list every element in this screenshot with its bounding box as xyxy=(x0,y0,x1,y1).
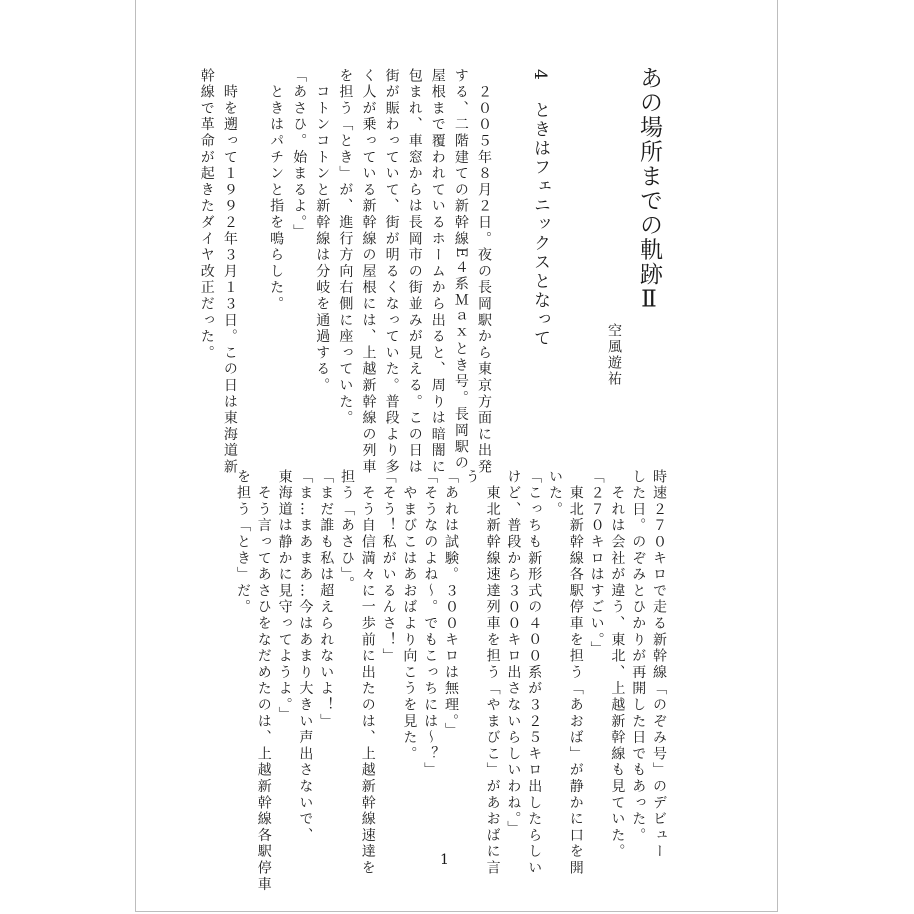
body-line: を担う「とき」だ。 xyxy=(235,469,251,616)
body-line: う xyxy=(463,469,480,486)
chapter-heading: 4 ときはフェニックスとなって xyxy=(530,69,550,348)
body-line: 「あれは試験。３００キロは無理。」 xyxy=(443,469,459,740)
body-line: 「まだ誰も私は超えられないよ！」 xyxy=(318,469,335,730)
body-line: く人が乗っている新幹線の屋根には、上越新幹線の列車 xyxy=(360,68,377,476)
body-line: 時を遡って１９９２年３月１３日。この日は東海道新 xyxy=(221,68,238,476)
body-line: 「そう！私がいるんさ！」 xyxy=(380,469,397,665)
body-line: ときはパチンと指を鳴らした。 xyxy=(268,68,285,313)
body-line: 東海道は静かに見守ってようよ。」 xyxy=(276,469,293,723)
body-line: 幹線で革命が起きたダイヤ改正だった。 xyxy=(198,68,215,362)
body-line: ２００５年８月２日。夜の長岡駅から東京方面に出発 xyxy=(476,68,492,476)
page-number: 1 xyxy=(440,852,449,868)
body-line: 「そうなのよね～。でもこっちには～？」 xyxy=(422,469,439,779)
body-line: 「２７０キロはすごい。」 xyxy=(588,469,605,658)
author-name: 空風遊祐 xyxy=(606,323,622,387)
body-line: いた。 xyxy=(547,469,563,518)
body-line: 東北新幹線速達列車を担う「やまびこ」があおばに言 xyxy=(484,469,501,877)
body-line: 東北新幹線各駅停車を担う「あおば」が静かに口を開 xyxy=(567,469,584,877)
body-line: 「ま…まあまあ…今はあまり大きい声出さないで、 xyxy=(297,469,314,844)
body-line: コトンコトンと新幹線は分岐を通過する。 xyxy=(314,68,331,394)
page-title: あの場所までの軌跡Ⅱ xyxy=(636,66,662,314)
body-line: やまびこはあおばより向こうを見た。 xyxy=(401,469,418,763)
body-line: した日。のぞみとひかりが再開した日でもあった。 xyxy=(630,469,647,844)
body-line: を担う「とき」が、進行方向右側に座っていた。 xyxy=(337,68,354,427)
body-line: する、二階建ての新幹線E４系Ｍａｘとき号。長岡駅の xyxy=(452,68,469,472)
body-line: 「こっちも新形式の４００系が３２５キロ出したらしい xyxy=(526,469,543,877)
body-line: 時速２７０キロで走る新幹線「のぞみ号」のデビュー xyxy=(651,469,667,861)
body-line: 「あさひ。始まるよ。」 xyxy=(291,68,308,241)
body-line: けど、普段から３００キロ出さないらしいわね。」 xyxy=(505,469,522,837)
body-line: 街が賑わっていて、街が明るくなっていた。普段より多 xyxy=(383,68,400,476)
body-line: そう自信満々に一歩前に出たのは、上越新幹線速達を xyxy=(359,469,376,877)
body-line: 担う「あさひ」。 xyxy=(339,469,355,593)
body-line: 包まれ、車窓からは長岡市の街並みが見える。この日は xyxy=(406,68,423,476)
body-line: それは会社が違う、東北、上越新幹線も見ていた。 xyxy=(609,469,626,861)
body-line: そう言ってあさひをなだめたのは、上越新幹線各駅停車 xyxy=(255,469,272,893)
body-line: 屋根まで覆われているホームから出ると、周りは暗闇に xyxy=(429,68,446,476)
